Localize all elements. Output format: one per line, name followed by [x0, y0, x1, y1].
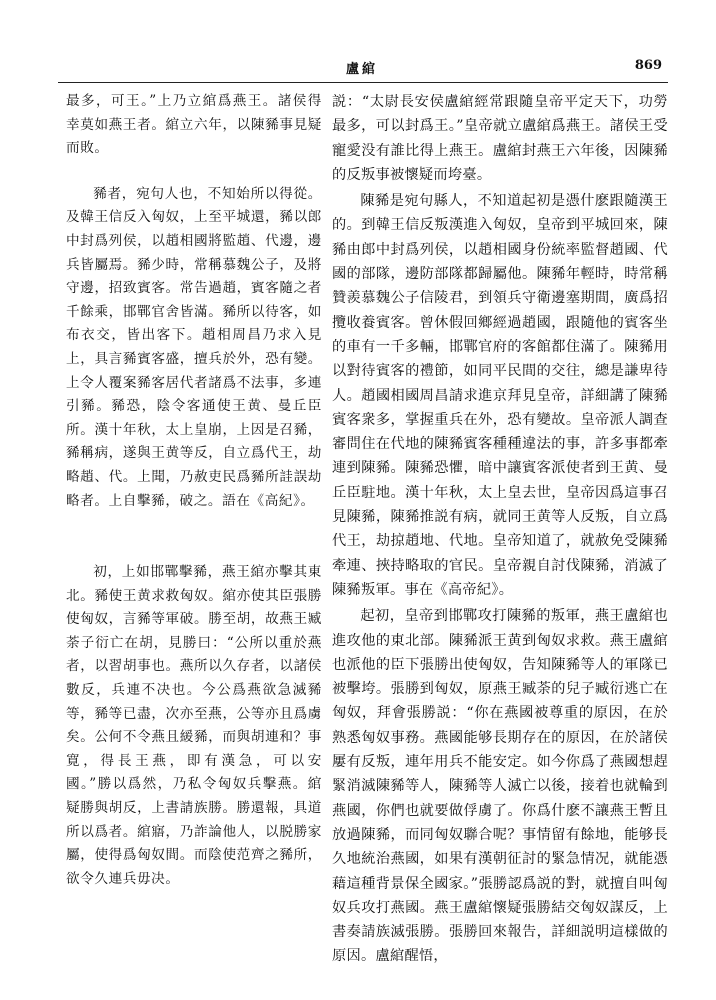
paragraph-spacer [66, 161, 322, 183]
translation-column [332, 90, 668, 969]
paragraph-spacer [66, 513, 322, 561]
classical-paragraph-2: 豨者，宛句人也，不知始所以得從。及韓王信反入匈奴，上至平城還，豨以郎中封爲列侯，以趙相國將監趙、代邊，邊兵皆屬焉。豨少時，常稱慕魏公子，及將守邊，招致賓客。常告過趙，賓客隨之者千餘乘，邯鄲官舍皆滿。豨所以待客，如布衣交，皆出客下。趙相周昌乃求入見上，具言豨賓客盛，擅兵於外，恐有變。上令人覆案豨客居代者諸爲不法事，多連引豨。豨恐，陰令客通使王黄、曼丘臣所。漢十年秋，太上皇崩，上因是召豨，豨稱病，遂與王黄等反，自立爲代王，劫略趙、代。上聞，乃赦吏民爲豨所詿誤劫略者。上自擊豨，破之。語在《高紀》。 [66, 185, 322, 509]
header-rule [58, 82, 668, 83]
translation-paragraph-3: 起初，皇帝到邯鄲攻打陳豨的叛軍，燕王盧綰也進攻他的東北部。陳豨派王黄到匈奴求救。燕王盧綰也派他的臣下張勝出使匈奴，告知陳豨等人的軍隊已被擊垮。張勝到匈奴，原燕王臧荼的兒子臧衍逃亡在匈奴，拜會張勝説：“你在燕國被尊重的原因，在於熟悉匈奴事務。燕國能够長期存在的原因，在於諸侯屢有反叛，連年用兵不能安定。如今你爲了燕國想趕緊消滅陳豨等人，陳豨等人滅亡以後，接着也就輪到燕國，你們也就要做俘虜了。你爲什麽不讓燕王暫且放過陳豨，而同匈奴聯合呢？事情留有餘地，能够長久地統治燕國，如果有漢朝征討的緊急情况，就能憑藉這種背景保全國家。”張勝認爲説的對，就擅自叫匈奴兵攻打燕國。燕王盧綰懷疑張勝結交匈奴謀反，上書奏請族滅張勝。張勝回來報告，詳細説明這樣做的原因。盧綰醒悟， [332, 608, 668, 965]
page-number: 869 [634, 58, 662, 73]
page-header [62, 58, 662, 78]
running-title: 盧綰 [345, 62, 378, 77]
classical-paragraph-1: 最多，可王。”上乃立綰爲燕王。諸侯得幸莫如燕王者。綰立六年，以陳豨事見疑而敗。 [66, 93, 322, 157]
classical-paragraph-3: 初，上如邯鄲擊豨，燕王綰亦擊其東北。豨使王黄求救匈奴。綰亦使其臣張勝使匈奴，言豨等軍破。勝至胡，故燕王臧荼子衍亡在胡，見勝曰：“公所以重於燕者，以習胡事也。燕所以久存者，以諸侯數反，兵連不决也。今公爲燕欲急滅豨等，豨等已盡，次亦至燕，公等亦且爲虜矣。公何不令燕且緩豨，而與胡連和？事寛，得長王燕，即有漢急，可以安國。”勝以爲然，乃私令匈奴兵擊燕。綰疑勝與胡反，上書請族勝。勝還報，具道所以爲者。綰寤，乃詐論他人，以脱勝家屬，使得爲匈奴間。而陰使范齊之豨所，欲令久連兵毋决。 [66, 564, 322, 887]
classical-text-column [66, 90, 322, 891]
translation-paragraph-2: 陳豨是宛句縣人，不知道起初是憑什麽跟隨漢王的。到韓王信反叛漢進入匈奴，皇帝到平城回來，陳豨由郎中封爲列侯，以趙相國身份統率監督趙國、代國的部隊，邊防部隊都歸屬他。陳豨年輕時，時常稱贊羨慕魏公子信陵君，到領兵守衛邊塞期間，廣爲招攬收養賓客。曾休假回鄉經過趙國，跟隨他的賓客坐的車有一千多輛，邯鄲官府的客館都住滿了。陳豨用以對待賓客的禮節，如同平民間的交往，總是謙卑待人。趙國相國周昌請求進京拜見皇帝，詳細講了陳豨賓客衆多，掌握重兵在外，恐有變故。皇帝派人調查審問住在代地的陳豨賓客種種違法的事，許多事都牽連到陳豨。陳豨恐懼，暗中讓賓客派使者到王黄、曼丘臣駐地。漢十年秋，太上皇去世，皇帝因爲這事召見陳豨，陳豨推説有病，就同王黄等人反叛，自立爲代王，劫掠趙地、代地。皇帝知道了，就赦免受陳豨牽連、挾持略取的官民。皇帝親自討伐陳豨，消滅了陳豨叛軍。事在《高帝紀》。 [332, 193, 668, 598]
translation-paragraph-1: 説：“太尉長安侯盧綰經常跟隨皇帝平定天下，功勞最多，可以封爲王。”皇帝就立盧綰爲燕王。諸侯王受寵愛没有誰比得上燕王。盧綰封燕王六年後，因陳豨的反叛事被懷疑而垮臺。 [332, 94, 668, 183]
